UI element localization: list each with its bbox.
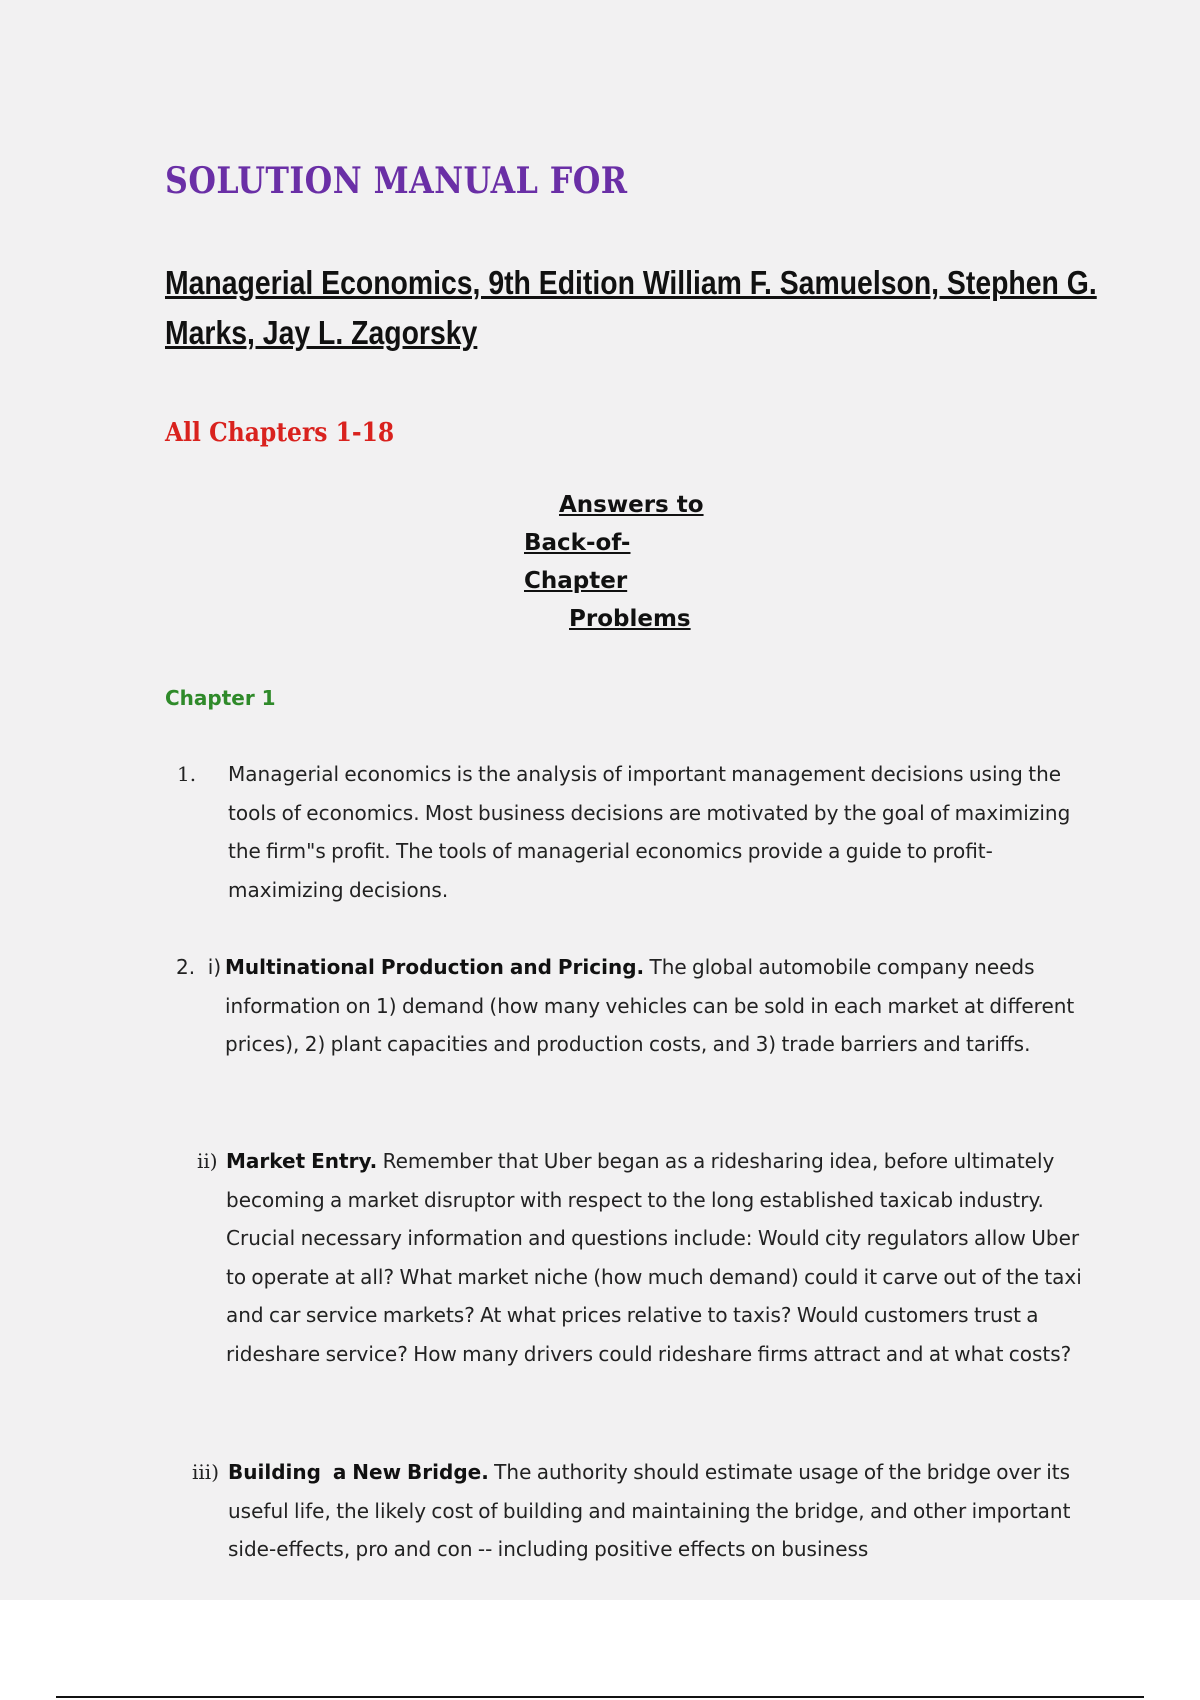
answer-text: The global automobile company needs information on 1) demand (how many vehicles can be sold in each market at different prices), 2) plant capacities and production costs, and 3) trade barriers and tariffs. — [225, 955, 1075, 1056]
answer-text: The authority should estimate usage of the bridge over its useful life, the likely cost of building and maintaining the bridge, and other important side-effects, pro and con -- including positive effects on business — [228, 1460, 1071, 1561]
answer-paragraph — [225, 948, 1085, 1064]
answer-bold-lead: Multinational Production and Pricing. — [225, 955, 645, 979]
chapters-range: All Chapters 1-18 — [165, 418, 395, 448]
book-title: Managerial Economics, 9th Edition William F. Samuelson, Stephen G. Marks, Jay L. Zagorsky — [165, 264, 1097, 351]
answer-paragraph — [226, 1142, 1086, 1373]
answer-bold-lead: Market Entry. — [226, 1149, 378, 1173]
answers-heading-line-2: Back-of- — [524, 530, 631, 556]
chapter-heading: Chapter 1 — [165, 686, 276, 710]
item-marker: 2. i) — [176, 955, 222, 979]
item-marker: 1. — [177, 762, 197, 786]
answer-paragraph — [228, 1453, 1088, 1569]
answers-heading-line-3: Chapter — [524, 568, 628, 594]
answer-text: Remember that Uber began as a ridesharing idea, before ultimately becoming a market disruptor with respect to the long established taxicab industry. Crucial necessary information and questions include: Would city regulators allow Uber to operate at all? What market niche (how much demand) could it carve out of the taxi and car service markets? At what prices relative to taxis? Would customers trust a rideshare service? How many drivers could rideshare firms attract and at what costs? — [226, 1149, 1082, 1366]
answers-heading-line-4: Problems — [569, 606, 691, 632]
page-divider — [56, 1696, 1144, 1698]
answer-bold-lead: Building a New Bridge. — [228, 1460, 489, 1484]
answer-paragraph — [228, 755, 1088, 909]
solution-manual-title: SOLUTION MANUAL FOR — [165, 160, 628, 202]
answer-text: Managerial economics is the analysis of important management decisions using the tools of economics. Most business decisions are motivated by the goal of maximizing the firm"s profit. The tools of managerial economics provide a guide to profit- maximizing decisions. — [228, 762, 1071, 902]
answers-heading-line-1: Answers to — [559, 492, 704, 518]
item-marker: iii) — [192, 1460, 219, 1484]
item-marker: ii) — [197, 1149, 218, 1173]
